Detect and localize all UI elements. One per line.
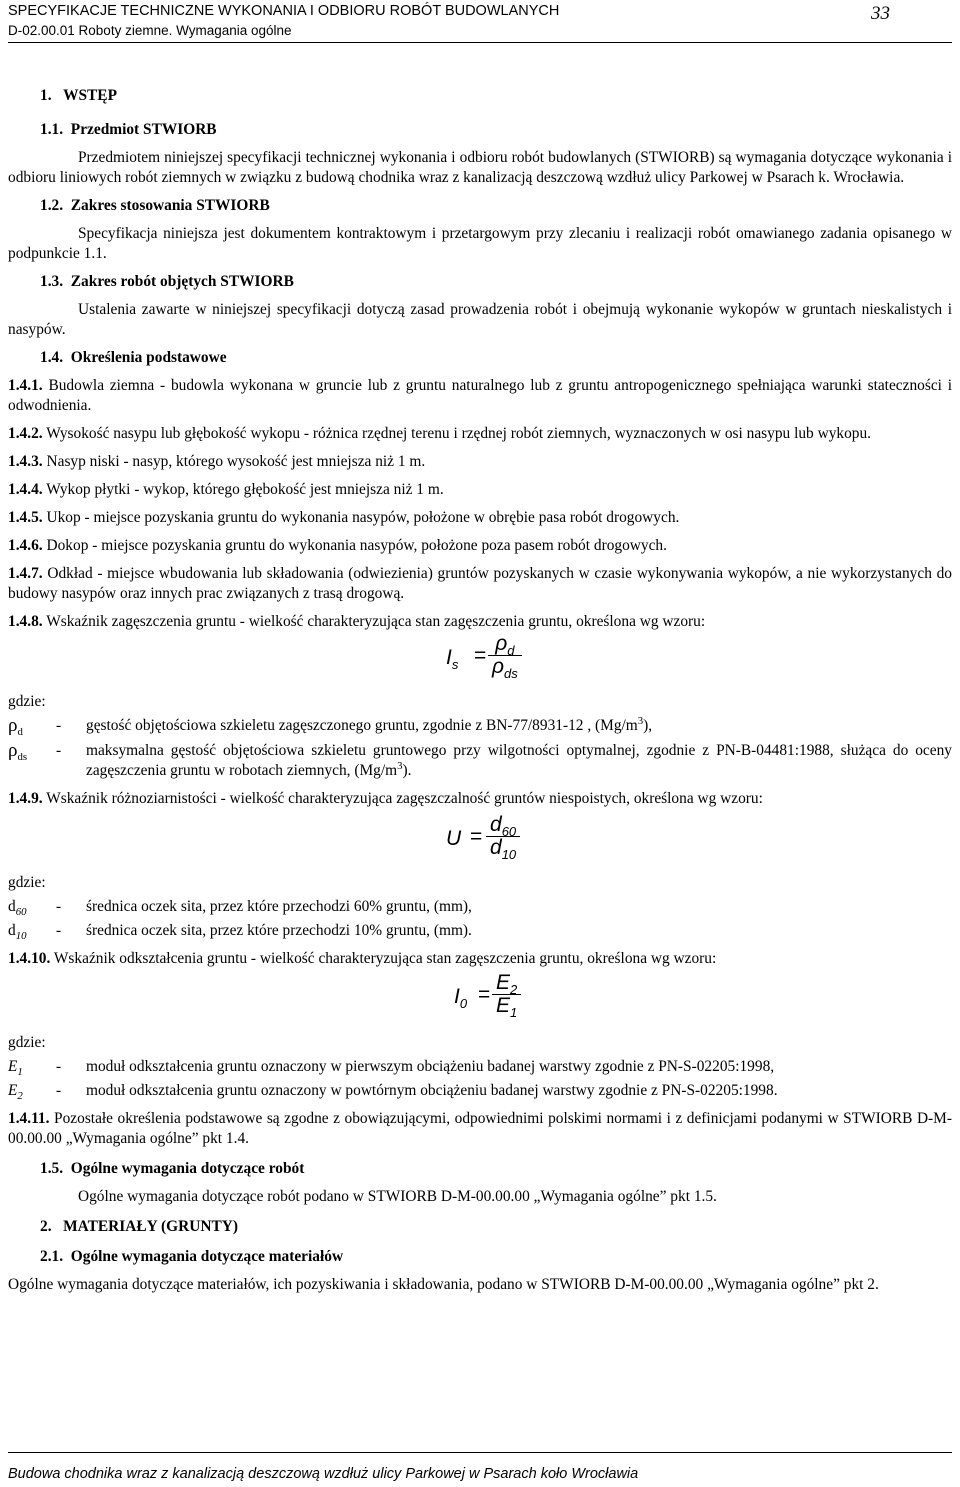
section-1-5-text: Ogólne wymagania dotyczące robót podano w STWIORB D-M-00.00.00 „Wymagania ogólne” pkt 1.5. (78, 1188, 717, 1205)
section-2-1-text: Ogólne wymagania dotyczące materiałów, ich pozyskiwania i składowania, podano w STWIORB D-M-00.00.00 „Wymagania ogólne” pkt 2. (8, 1276, 879, 1293)
section-title: Zakres stosowania STWIORB (70, 197, 270, 214)
symbol: $d_{10}$ (8, 922, 27, 943)
definition-number: 1.4.6. (8, 537, 43, 554)
definition-number: 1.4.8. (8, 613, 43, 630)
symbol-description: średnica oczek sita, przez które przechodzi 10% gruntu, (mm). (86, 922, 472, 939)
definition-1-4-9 (8, 789, 952, 809)
section-1-2-text: Specyfikacja niniejsza jest dokumentem kontraktowym i przetargowym przy zlecaniu i realizacji robót omawianego zadania opisanego w podpunkcie 1.1. (8, 225, 952, 262)
formula-denominator: $\rho_{ds}$ (492, 655, 518, 682)
section-number: 2. (40, 1218, 52, 1235)
symbol: $\rho_{ds}$ (8, 740, 28, 764)
definition-number: 1.4.2. (8, 425, 43, 442)
definition-1-4-5 (8, 508, 952, 528)
symbol-description: maksymalna gęstość objętościowa szkieletu gruntowego przy wilgotności optymalnej, zgodnie z PN-B-04481:1988, służąca do oceny zagęszczenia gruntu w robotach ziemnych, $(Mg/m^3)$. (86, 742, 952, 779)
symbol-definition (8, 1057, 952, 1077)
section-number: 1.3. (40, 273, 64, 290)
formula-numerator: $d_{60}$ (486, 815, 520, 837)
symbol-definition (8, 921, 952, 941)
symbol: $E_1$ (8, 1058, 23, 1079)
section-title: MATERIAŁY (GRUNTY) (63, 1218, 238, 1235)
definition-number: 1.4.9. (8, 790, 43, 807)
dash: - (56, 1058, 62, 1075)
definition-1-4-10 (8, 949, 952, 969)
where-label: gdzie: (8, 874, 46, 891)
formula-numerator: $\rho_d$ (488, 634, 522, 656)
definition-text: Wysokość nasypu lub głębokość wykopu - różnica rzędnej terenu i rzędnej robót ziemnych, wyznaczonych w osi nasypu lub wykopu. (46, 425, 872, 442)
formula-denominator: $E_1$ (496, 994, 518, 1021)
definition-1-4-6 (8, 536, 952, 556)
definition-1-4-7 (8, 564, 952, 604)
definition-number: 1.4.3. (8, 453, 43, 470)
dash: - (56, 922, 62, 939)
section-2-1-heading (40, 1247, 952, 1267)
dash: - (56, 898, 62, 915)
header-title: SPECYFIKACJE TECHNICZNE WYKONANIA I ODBIORU ROBÓT BUDOWLANYCH (8, 3, 560, 19)
symbol-definition (8, 741, 952, 781)
section-1-3-heading (40, 272, 952, 292)
page-footer: Budowa chodnika wraz z kanalizacją deszczową wzdłuż ulicy Parkowej w Psarach koło Wrocławia (8, 1466, 639, 1482)
section-1-3-text: Ustalenia zawarte w niniejszej specyfikacji dotyczą zasad prowadzenia robót i obejmują wykonanie wykopów w gruntach nieskalistych i nasypów. (8, 301, 952, 338)
section-number: 2.1. (40, 1248, 64, 1265)
section-title: Przedmiot STWIORB (70, 121, 217, 138)
definition-text: Budowla ziemna - budowla wykonana w gruncie lub z gruntu naturalnego lub z gruntu antropogenicznego spełniająca warunki stateczności i odwodnienia. (8, 377, 953, 414)
formula-lhs: $I_0$ (454, 985, 468, 1012)
section-1-1-text: Przedmiotem niniejszej specyfikacji technicznej wykonania i odbioru robót budowlanych (STWIORB) są wymagania dotyczące wykonania i odbioru liniowych robót ziemnych w związku z budową chodnika wraz z kanalizacją deszczową wzdłuż ulicy Parkowej w Psarach k. Wrocławia. (8, 149, 952, 186)
formula-denominator: $d_{10}$ (490, 836, 517, 863)
definition-number: 1.4.1. (8, 377, 43, 394)
definition-1-4-8 (8, 612, 952, 632)
section-number: 1. (40, 87, 52, 104)
formula-lhs: U (446, 827, 462, 850)
definition-text: Wskaźnik różnoziarnistości - wielkość charakteryzująca zagęszczalność gruntów niespoistych, określona wg wzoru: (46, 790, 763, 807)
definition-1-4-11 (8, 1109, 952, 1149)
section-title: Ogólne wymagania dotyczące materiałów (70, 1248, 344, 1265)
symbol-description: moduł odkształcenia gruntu oznaczony w pierwszym obciążeniu badanej warstwy zgodnie z PN-S-02205:1998, (86, 1058, 775, 1075)
formula-fraction (488, 632, 522, 682)
formula-numerator: $E_2$ (492, 973, 521, 995)
section-1-heading (40, 86, 952, 106)
dash: - (56, 717, 62, 734)
symbol-definition (8, 897, 952, 917)
definition-text: Wskaźnik zagęszczenia gruntu - wielkość charakteryzująca stan zagęszczenia gruntu, określona wg wzoru: (46, 613, 706, 630)
symbol: $\rho_d$ (8, 715, 23, 739)
dash: - (56, 1082, 62, 1099)
symbol-description: średnica oczek sita, przez które przechodzi 60% gruntu, (mm), (86, 898, 472, 915)
where-label: gdzie: (8, 1034, 46, 1051)
section-number: 1.2. (40, 197, 64, 214)
formula-fraction (486, 813, 520, 863)
formula-equals: = (478, 983, 491, 1006)
definition-number: 1.4.4. (8, 481, 43, 498)
section-number: 1.5. (40, 1160, 64, 1177)
formula-equals: = (474, 644, 487, 667)
section-title: WSTĘP (63, 87, 117, 104)
document-body (8, 86, 952, 1295)
definition-text: Odkład - miejsce wbudowania lub składowania (odwiezienia) gruntów pozyskanych w czasie wykonywania wykopów, a nie wykorzystanych do budowy nasypów oraz innych prac związanych z trasą drogową. (8, 565, 952, 602)
section-number: 1.1. (40, 121, 64, 138)
definition-text: Wykop płytki - wykop, którego głębokość jest mniejsza niż 1 m. (46, 481, 444, 498)
definition-number: 1.4.11. (8, 1110, 50, 1127)
section-1-5-heading (40, 1159, 952, 1179)
formula-fraction (492, 971, 521, 1021)
symbol-description: gęstość objętościowa szkieletu zagęszczonego gruntu, zgodnie z BN-77/8931-12 , $(Mg/m^3)$, (86, 714, 653, 734)
definition-number: 1.4.10. (8, 950, 51, 967)
formula-lhs: $I_s$ (446, 646, 459, 673)
where-label: gdzie: (8, 693, 46, 710)
section-1-1-heading (40, 120, 952, 140)
symbol-definition (8, 1081, 952, 1101)
symbol-description: moduł odkształcenia gruntu oznaczony w powtórnym obciążeniu badanej warstwy zgodnie z PN-S-02205:1998. (86, 1082, 778, 1099)
definition-1-4-2 (8, 424, 952, 444)
definition-number: 1.4.7. (8, 565, 43, 582)
section-number: 1.4. (40, 349, 64, 366)
symbol: $E_2$ (8, 1082, 23, 1103)
header-divider (8, 42, 952, 43)
section-title: Określenia podstawowe (70, 349, 227, 366)
symbol: $d_{60}$ (8, 898, 27, 919)
definition-text: Ukop - miejsce pozyskania gruntu do wykonania nasypów, położone w obrębie pasa robót drogowych. (46, 509, 680, 526)
definition-1-4-3 (8, 452, 952, 472)
definition-number: 1.4.5. (8, 509, 43, 526)
symbol-definition (8, 716, 952, 737)
definition-text: Dokop - miejsce pozyskania gruntu do wykonania nasypów, położone poza pasem robót drogowych. (46, 537, 667, 554)
section-2-heading (40, 1217, 952, 1237)
formula-deformation-index (8, 971, 952, 1029)
header-subtitle: D-02.00.01 Roboty ziemne. Wymagania ogólne (8, 23, 292, 38)
section-1-4-heading (40, 348, 952, 368)
formula-compaction-index (8, 632, 952, 688)
dash: - (56, 742, 62, 759)
footer-divider (8, 1452, 952, 1453)
definition-text: Pozostałe określenia podstawowe są zgodne z obowiązującymi, odpowiednimi polskimi normami i z definicjami podanymi w STWIORB D-M-00.00.00 „Wymagania ogólne” pkt 1.4. (8, 1110, 952, 1147)
section-title: Zakres robót objętych STWIORB (70, 273, 294, 290)
page-number: 33 (871, 3, 890, 24)
section-1-2-heading (40, 196, 952, 216)
definition-1-4-1 (8, 376, 952, 416)
formula-equals: = (470, 825, 483, 848)
definition-text: Nasyp niski - nasyp, którego wysokość jest mniejsza niż 1 m. (46, 453, 426, 470)
page-header (8, 2, 952, 40)
formula-uniformity-index (8, 815, 952, 869)
section-title: Ogólne wymagania dotyczące robót (70, 1160, 305, 1177)
definition-1-4-4 (8, 480, 952, 500)
definition-text: Wskaźnik odkształcenia gruntu - wielkość charakteryzująca stan zagęszczenia gruntu, określona wg wzoru: (53, 950, 717, 967)
